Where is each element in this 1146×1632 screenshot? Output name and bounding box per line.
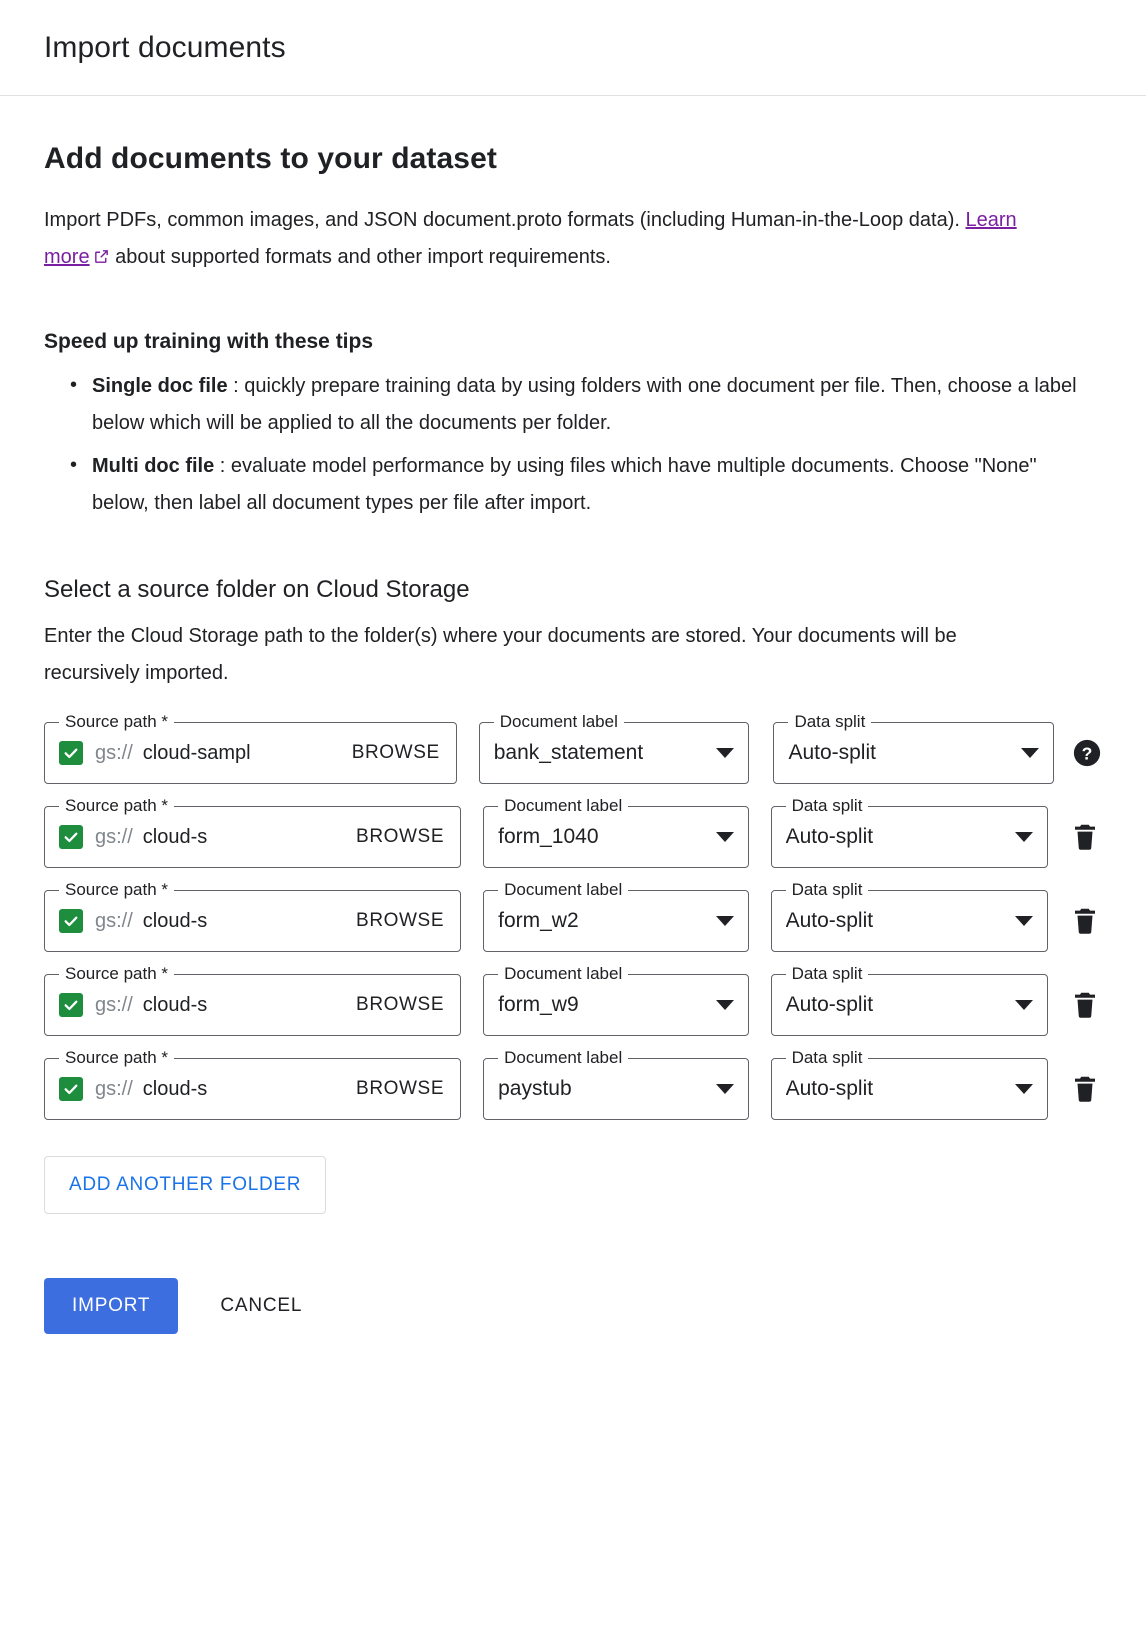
data-split-label: Data split <box>788 712 871 732</box>
svg-text:?: ? <box>1081 743 1093 764</box>
document-label-value: form_w9 <box>498 993 579 1016</box>
browse-button[interactable]: BROWSE <box>346 994 446 1016</box>
cancel-button[interactable]: CANCEL <box>200 1278 322 1334</box>
tip-title: Single doc file <box>92 375 228 397</box>
data-split-select-4[interactable] <box>771 964 1048 1036</box>
document-label-label: Document label <box>494 712 624 732</box>
chevron-down-icon[interactable] <box>1015 1000 1033 1010</box>
delete-row-button[interactable] <box>1068 1072 1102 1106</box>
source-path-input[interactable]: cloud-s <box>142 825 208 848</box>
browse-button[interactable]: BROWSE <box>346 910 446 932</box>
data-split-select-5[interactable] <box>771 1048 1048 1120</box>
source-path-label: Source path * <box>59 880 174 900</box>
data-split-label: Data split <box>786 964 869 984</box>
dialog-body <box>0 96 1146 1374</box>
source-path-field-3[interactable] <box>44 880 461 952</box>
source-folder-rows <box>44 712 1102 1120</box>
trash-icon <box>1070 988 1100 1020</box>
tip-text: : evaluate model performance by using files which have multiple documents. Choose "None" below, then label all document types per file after import. <box>92 455 1037 514</box>
source-path-field-5[interactable] <box>44 1048 461 1120</box>
dialog-header <box>0 0 1146 96</box>
source-path-field-2[interactable] <box>44 796 461 868</box>
document-label-label: Document label <box>498 796 628 816</box>
gs-prefix: gs:// <box>95 741 133 764</box>
data-split-value: Auto-split <box>785 1077 874 1100</box>
table-row <box>44 880 1102 952</box>
document-label-value: form_1040 <box>498 825 599 848</box>
table-row <box>44 712 1102 784</box>
table-row <box>44 964 1102 1036</box>
data-split-select-1[interactable] <box>773 712 1054 784</box>
source-path-input[interactable]: cloud-s <box>142 909 208 932</box>
document-label-select-3[interactable] <box>483 880 748 952</box>
document-label-select-2[interactable] <box>483 796 748 868</box>
trash-icon <box>1070 1072 1100 1104</box>
source-path-input[interactable]: cloud-s <box>142 1077 208 1100</box>
source-path-label: Source path * <box>59 796 174 816</box>
document-label-label: Document label <box>498 964 628 984</box>
storage-heading: Select a source folder on Cloud Storage <box>44 576 470 603</box>
document-label-label: Document label <box>498 880 628 900</box>
data-split-value: Auto-split <box>785 909 874 932</box>
intro-text-before: Import PDFs, common images, and JSON document.proto formats (including Human-in-the-Loop data). <box>44 209 966 231</box>
page-title: Import documents <box>44 30 286 64</box>
chevron-down-icon[interactable] <box>1015 916 1033 926</box>
data-split-select-3[interactable] <box>771 880 1048 952</box>
list-item <box>70 448 1082 522</box>
intro-paragraph <box>44 202 1029 278</box>
checkbox-checked-icon[interactable] <box>59 993 83 1017</box>
intro-text-after: about supported formats and other import requirements. <box>109 246 611 268</box>
data-split-value: Auto-split <box>785 993 874 1016</box>
gs-prefix: gs:// <box>95 1077 133 1100</box>
source-path-input[interactable]: cloud-sampl <box>142 741 251 764</box>
chevron-down-icon[interactable] <box>716 1000 734 1010</box>
gs-prefix: gs:// <box>95 909 133 932</box>
delete-row-button[interactable] <box>1068 904 1102 938</box>
chevron-down-icon[interactable] <box>1015 1084 1033 1094</box>
data-split-value: Auto-split <box>785 825 874 848</box>
source-path-label: Source path * <box>59 712 174 732</box>
document-label-select-5[interactable] <box>483 1048 748 1120</box>
document-label-value: paystub <box>498 1077 572 1100</box>
source-path-field-1[interactable] <box>44 712 457 784</box>
add-another-folder-button[interactable]: ADD ANOTHER FOLDER <box>44 1156 326 1214</box>
delete-row-button[interactable] <box>1068 820 1102 854</box>
checkbox-checked-icon[interactable] <box>59 909 83 933</box>
document-label-label: Document label <box>498 1048 628 1068</box>
document-label-select-4[interactable] <box>483 964 748 1036</box>
trash-icon <box>1070 904 1100 936</box>
table-row <box>44 796 1102 868</box>
checkbox-checked-icon[interactable] <box>59 741 83 765</box>
chevron-down-icon[interactable] <box>716 1084 734 1094</box>
source-path-field-4[interactable] <box>44 964 461 1036</box>
data-split-select-2[interactable] <box>771 796 1048 868</box>
trash-icon <box>1070 820 1100 852</box>
learn-more-link[interactable]: Learn more <box>44 209 1017 268</box>
list-item <box>70 368 1082 442</box>
table-row <box>44 1048 1102 1120</box>
checkbox-checked-icon[interactable] <box>59 825 83 849</box>
source-path-label: Source path * <box>59 964 174 984</box>
chevron-down-icon[interactable] <box>716 832 734 842</box>
browse-button[interactable]: BROWSE <box>346 1078 446 1100</box>
dialog-actions <box>44 1278 1102 1374</box>
chevron-down-icon[interactable] <box>1021 748 1039 758</box>
checkbox-checked-icon[interactable] <box>59 1077 83 1101</box>
gs-prefix: gs:// <box>95 825 133 848</box>
storage-description: Enter the Cloud Storage path to the folder(s) where your documents are stored. Your documents will be recursively imported. <box>44 625 957 684</box>
chevron-down-icon[interactable] <box>716 748 734 758</box>
document-label-select-1[interactable] <box>479 712 750 784</box>
external-link-icon <box>93 241 110 278</box>
tips-heading: Speed up training with these tips <box>44 330 374 353</box>
browse-button[interactable]: BROWSE <box>342 742 442 764</box>
delete-row-button[interactable] <box>1068 988 1102 1022</box>
source-path-input[interactable]: cloud-s <box>142 993 208 1016</box>
source-path-label: Source path * <box>59 1048 174 1068</box>
chevron-down-icon[interactable] <box>716 916 734 926</box>
tips-list <box>44 368 1102 522</box>
data-split-value: Auto-split <box>788 741 876 764</box>
gs-prefix: gs:// <box>95 993 133 1016</box>
browse-button[interactable]: BROWSE <box>346 826 446 848</box>
document-label-value: bank_statement <box>493 741 644 764</box>
help-icon[interactable] <box>1072 738 1102 768</box>
data-split-label: Data split <box>786 796 869 816</box>
import-button[interactable]: IMPORT <box>44 1278 178 1334</box>
chevron-down-icon[interactable] <box>1015 832 1033 842</box>
section-heading: Add documents to your dataset <box>44 142 497 175</box>
data-split-label: Data split <box>786 1048 869 1068</box>
data-split-label: Data split <box>786 880 869 900</box>
tip-title: Multi doc file <box>92 455 215 477</box>
document-label-value: form_w2 <box>498 909 579 932</box>
tip-text: : quickly prepare training data by using folders with one document per file. Then, choose a label below which will be applied to all the documents per folder. <box>92 375 1077 434</box>
